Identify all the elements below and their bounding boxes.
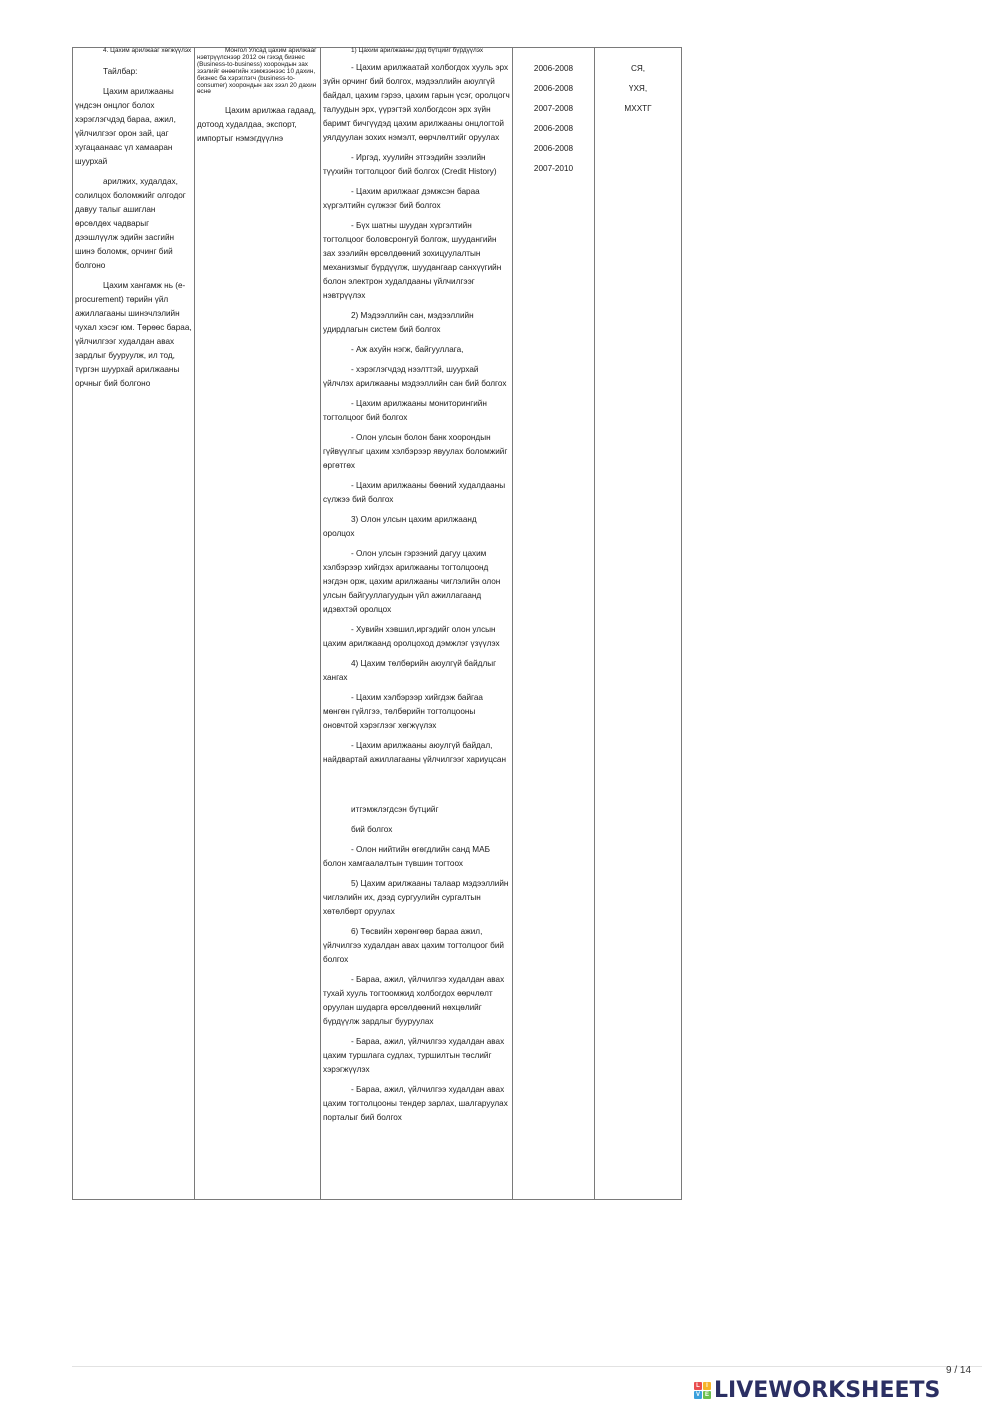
action-item: - Цахим арилжааны аюулгүй байдал, найдвартай ажиллагааны үйлчилгээг хариуцсан <box>323 740 507 764</box>
outcome-heading: Монгол Улсад цахим арилжааг нэвтрүүлснээр 2012 он гэхэд бизнес (Business-to-business) хоорондын зах зээлийг өнөөгийн хэмжээнээс 10 дахин, бизнес ба хэрэглэгч (business-to-consumer) хоорондын зах зээл 20 дахин өснө <box>197 47 317 96</box>
goal-cell <box>73 48 195 1200</box>
footer-divider <box>72 1366 982 1367</box>
responsible-cell <box>595 48 682 1200</box>
action-item: - Бараа, ажил, үйлчилгээ худалдан авах цахим тогтолцооны тендер зарлах, шалгаруулах порталыг бий болгох <box>323 1084 508 1122</box>
action-item: - хэрэглэгчдэд нээлттэй, шуурхай үйлчлэх арилжааны мэдээллийн сан бий болгох <box>323 364 507 388</box>
table-row <box>73 48 682 1200</box>
goal-paragraph: Цахим хангамж нь (e-procurement) төрийн үйл ажиллагааны шинэчлэлийн чухал хэсэг юм. Төрөөс бараа, үйлчилгээг худалдан авах зардлыг бууруулж, ил тод, түргэн шуурхай арилжааны орчныг бий болгоно <box>75 280 192 388</box>
actions-list <box>323 61 510 767</box>
action-item: 6) Төсвийн хөрөнгөөр бараа ажил, үйлчилгээ худалдан авах цахим тогтолцоог бий болгох <box>323 926 505 964</box>
action-item: - Бараа, ажил, үйлчилгээ худалдан авах цахим туршлага судлах, туршилтын төслийг хэрэгжүүлэх <box>323 1036 505 1074</box>
blank-gap <box>323 773 510 803</box>
action-item: - Цахим арилжааны мониторингийн тогтолцоог бий болгох <box>323 398 487 422</box>
actions-list-continued <box>323 803 510 1125</box>
action-item: - Цахим хэлбэрээр хийгдэж байгаа мөнгөн гүйлгээ, төлбөрийн тогтолцооны оновчтой хэрэглээг хөгжүүлэх <box>323 692 483 730</box>
page-number: 9 / 14 <box>946 1365 972 1376</box>
action-item: - Аж ахуйн нэгж, байгууллага, <box>351 344 464 354</box>
action-item: бий болгох <box>351 824 393 834</box>
goal-paragraph: арилжих, худалдах, солилцох боломжийг олгодог давуу талыг ашиглан өрсөлдөх чадварыг дээшлүүлж эдийн засгийн шинэ боломж, орчинг бий болгоно <box>75 176 186 270</box>
responsible-org: МХХТГ <box>624 104 652 113</box>
action-item: - Хувийн хэвшил,иргэдийг олон улсын цахим арилжаанд оролцоход дэмжлэг үзүүлэх <box>323 624 500 648</box>
period-value: 2007-2010 <box>533 164 574 173</box>
period-value: 2006-2008 <box>533 64 574 73</box>
period-value: 2006-2008 <box>533 124 574 133</box>
action-item: итгэмжлэгдсэн бүтцийг <box>351 804 439 814</box>
action-item: - Бараа, ажил, үйлчилгээ худалдан авах тухай хууль тогтоомжид холбогдох өөрчлөлт оруулан шударга өрсөлдөөний нөхцөлийг бүрдүүлж зардлыг бууруулах <box>323 974 505 1026</box>
action-item: - Цахим арилжааны бөөний худалдааны сүлжээ бий болгох <box>323 480 506 504</box>
action-item: - Бүх шатны шуудан хүргэлтийн тогтолцоог боловсронгуй болгож, шуудангийн зах зээлийн өрсөлдөөний зохицуулалтын механизмыг бүрдүүлж, шуудангаар санхүүгийн болон электрон худалдааны үйлчилгээг нэвтрүүлэх <box>323 220 502 300</box>
logo-square: V <box>695 1391 700 1398</box>
goal-paragraph: Цахим арилжааны үндсэн онцлог болох хэрэглэгчдэд бараа, ажил, үйлчилгээг орон зай, цаг хугацаанаас үл хамааран шуурхай <box>75 86 176 166</box>
logo-square: I <box>703 1382 711 1390</box>
goal-heading: 4. Цахим арилжааг хөгжүүлэх <box>103 47 192 54</box>
action-item: - Цахим арилжааг дэмжсэн бараа хүргэлтийн сүлжээг бий болгох <box>323 186 480 210</box>
outcome-paragraph: Цахим арилжаа гадаад, дотоод худалдаа, экспорт, импортыг нэмэгдүүлнэ <box>197 106 316 144</box>
action-item: - Олон улсын болон банк хоорондын гүйвүүлгыг цахим хэлбэрээр явуулах боломжийг өргөтгөх <box>323 432 508 470</box>
responsible-org: ҮХЯ, <box>628 84 648 93</box>
responsible-org: СЯ, <box>630 64 646 73</box>
action-item: - Цахим арилжаатай холбогдох хууль эрх зүйн орчинг бий болгох, мэдээллийн аюулгүй байдал, цахим гэрээ, цахим гарын үсэг, оролцогч талуудын эрх, үүрэгтэй холбогдсон эрх зүйн баримт бичгүүдэд цахим арилжааны онцлогтой уялдуулан зохих нэмэлт, өөрчлөлтийг оруулах <box>323 62 510 142</box>
action-item: 2) Мэдээллийн сан, мэдээллийн удирдлагын систем бий болгох <box>323 310 474 334</box>
goal-paragraph: Тайлбар: <box>103 66 138 76</box>
period-value: 2006-2008 <box>533 144 574 153</box>
action-item: - Олон улсын гэрээний дагуу цахим хэлбэрээр хийгдэх арилжааны тогтолцоонд нэгдэн орж, цахим арилжааны чиглэлийн олон улсын байгууллагуудын үйл ажиллагаанд идэвхтэй оролцох <box>323 548 501 614</box>
actions-cell <box>321 48 513 1200</box>
period-value: 2006-2008 <box>533 84 574 93</box>
action-item: 5) Цахим арилжааны талаар мэдээллийн чиглэлийн их, дээд сургуулийн сургалтын хөтөлбөрт оруулах <box>323 878 509 916</box>
brand-logo[interactable] <box>694 1378 940 1402</box>
brand-name: LIVEWORKSHEETS <box>714 1377 941 1403</box>
action-item: - Иргэд, хуулийн этгээдийн зээлийн түүхийн тогтолцоог бий болгох (Credit History) <box>323 152 497 176</box>
action-item: 3) Олон улсын цахим арилжаанд оролцох <box>323 514 477 538</box>
logo-squares-icon <box>694 1382 711 1399</box>
document-table <box>72 47 682 1200</box>
period-value: 2007-2008 <box>533 104 574 113</box>
actions-heading: 1) Цахим арилжааны дэд бүтцийг бүрдүүлэх <box>351 47 484 54</box>
period-cell <box>513 48 595 1200</box>
logo-square: E <box>704 1391 709 1398</box>
action-item: 4) Цахим төлбөрийн аюулгүй байдлыг хангах <box>323 658 497 682</box>
action-item: - Олон нийтийн өгөгдлийн санд МАБ болон хамгаалалтын түвшин тогтоох <box>323 844 490 868</box>
logo-square: L <box>694 1382 702 1390</box>
outcome-cell <box>195 48 321 1200</box>
